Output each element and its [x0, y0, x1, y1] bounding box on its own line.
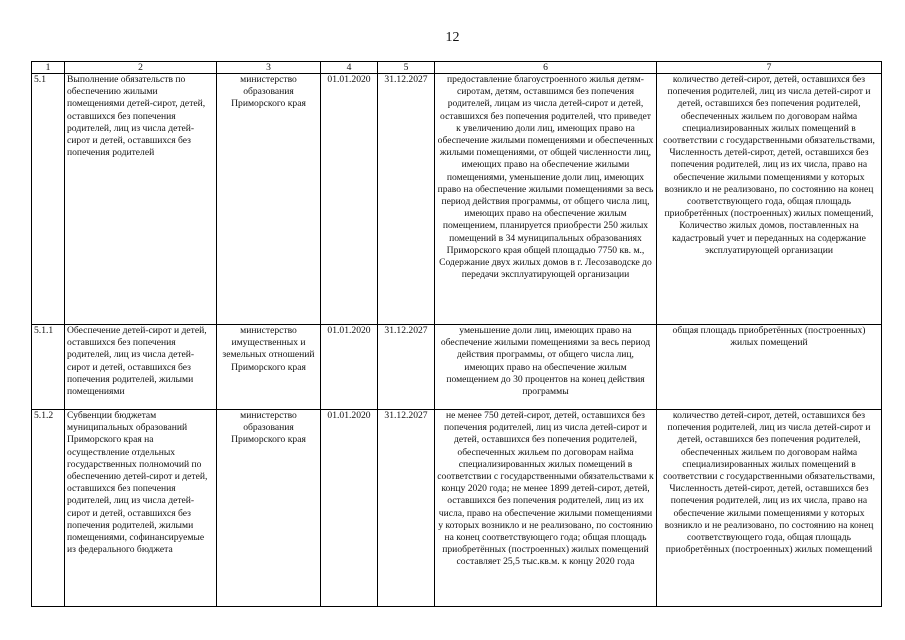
column-header: 5 [378, 62, 435, 74]
table-header-row [32, 62, 882, 74]
expected-result: предоставление благоустроенного жилья детям-сиротам, детям, оставшимся без попечения родителей, лицам из числа детей-сирот и детей, оставшихся без попечения родителей, что приведет к увеличению доли лиц, имеющих право на обеспечение жилыми помещениями и обеспеченных жилыми помещениями, от общей численности лиц, имеющих право на обеспечение жилыми помещениями, уменьшение доли лиц, имеющих право на обеспечение жилыми помещениями за весь период действия программы, от общего числа лиц, имеющих право на обеспечение жилым помещением, планируется приобрести 250 жилых помещений в 34 муниципальных образованиях Приморского края общей площадью 7750 кв. м., Содержание двух жилых домов в г. Лесозаводске до передачи эксплуатирующей организации [435, 74, 657, 325]
responsible-executor: министерство образования Приморского края [217, 410, 321, 607]
page-number: 12 [445, 30, 460, 45]
column-header: 7 [657, 62, 882, 74]
program-activities-table [31, 61, 882, 607]
row-number: 5.1.1 [32, 325, 65, 410]
indicators: общая площадь приобретённых (построенных) жилых помещений [657, 325, 882, 410]
table-row [32, 325, 882, 410]
activity-name: Субвенции бюджетам муниципальных образований Приморского края на осуществление отдельных государственных полномочий по обеспечению детей-сирот и детей, оставшихся без попечения родителей, лиц из числа детей-сирот и детей, оставшихся без попечения родителей, жилыми помещениями, софинансируемые из федерального бюджета [65, 410, 217, 607]
start-date: 01.01.2020 [321, 410, 378, 607]
column-header: 2 [65, 62, 217, 74]
column-header: 1 [32, 62, 65, 74]
indicators: количество детей-сирот, детей, оставшихся без попечения родителей, лиц из числа детей-сирот и детей, оставшихся без попечения родителей, обеспеченных жильем по договорам найма специализированных жилых помещений в соответствии с государственными обязательствами, Численность детей-сирот, детей, оставшихся без попечения родителей, лиц из их числа, право на обеспечение жилыми помещениями у которых возникло и не реализовано, по состоянию на конец соответствующего года, общая площадь приобретённых (построенных) жилых помещений, Количество жилых домов, поставленных на кадастровый учет и переданных на содержание эксплуатирующей организации [657, 74, 882, 325]
end-date: 31.12.2027 [378, 325, 435, 410]
responsible-executor: министерство имущественных и земельных отношений Приморского края [217, 325, 321, 410]
indicators: количество детей-сирот, детей, оставшихся без попечения родителей, лиц из числа детей-сирот и детей, оставшихся без попечения родителей, обеспеченных жильем по договорам найма специализированных жилых помещений в соответствии с государственными обязательствами, Численность детей-сирот, детей, оставшихся без попечения родителей, лиц из их числа, право на обеспечение жилыми помещениями у которых возникло и не реализовано, по состоянию на конец соответствующего года, общая площадь приобретённых (построенных) жилых помещений [657, 410, 882, 607]
expected-result: уменьшение доли лиц, имеющих право на обеспечение жилыми помещениями за весь период действия программы, от общего числа лиц, имеющих право на обеспечение жилым помещением до 30 процентов на конец действия программы [435, 325, 657, 410]
table-row [32, 410, 882, 607]
expected-result: не менее 750 детей-сирот, детей, оставшихся без попечения родителей, лиц из числа детей-сирот и детей, оставшихся без попечения родителей, обеспеченных жильем по договорам найма специализированных жилых помещений в соответствии с государственными обязательствами к концу 2020 года; не менее 1899 детей-сирот, детей, оставшихся без попечения родителей, лиц из их числа, право на обеспечение жилыми помещениями у которых возникло и не реализовано, по состоянию на конец соответствующего года; общая площадь приобретённых (построенных) жилых помещений составляет 25,5 тыс.кв.м. к концу 2020 года [435, 410, 657, 607]
activity-name: Обеспечение детей-сирот и детей, оставшихся без попечения родителей, лиц из числа детей-сирот и детей, оставшихся без попечения родителей, жилыми помещениями [65, 325, 217, 410]
table-row [32, 74, 882, 325]
start-date: 01.01.2020 [321, 74, 378, 325]
column-header: 4 [321, 62, 378, 74]
column-header: 3 [217, 62, 321, 74]
column-header: 6 [435, 62, 657, 74]
activity-name: Выполнение обязательств по обеспечению жилыми помещениями детей-сирот, детей, оставшихся без попечения родителей, лиц из числа детей-сирот и детей, оставшихся без попечения родителей [65, 74, 217, 325]
start-date: 01.01.2020 [321, 325, 378, 410]
end-date: 31.12.2027 [378, 410, 435, 607]
end-date: 31.12.2027 [378, 74, 435, 325]
responsible-executor: министерство образования Приморского края [217, 74, 321, 325]
row-number: 5.1.2 [32, 410, 65, 607]
row-number: 5.1 [32, 74, 65, 325]
